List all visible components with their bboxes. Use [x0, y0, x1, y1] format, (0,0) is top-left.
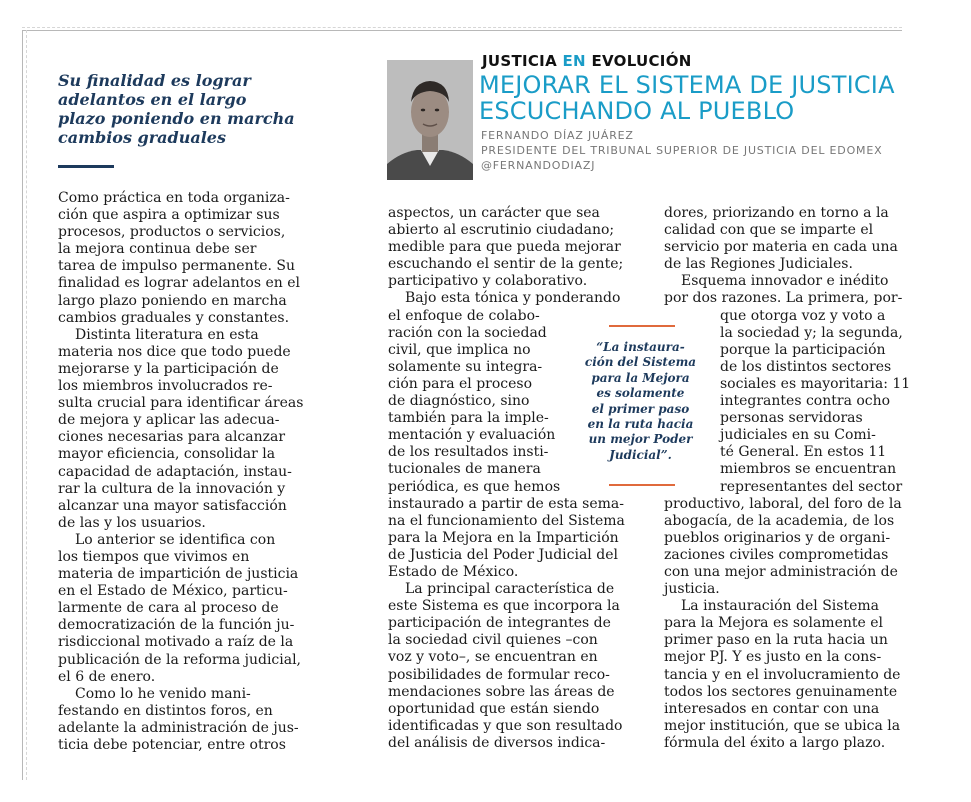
body-text-line: por dos razones. La primera, por- — [664, 290, 903, 307]
body-text-line: ción que aspira a optimizar sus — [58, 207, 280, 224]
body-text-line: participación de integrantes de — [388, 615, 611, 632]
page-frame-dashed-top — [22, 27, 902, 28]
pullquote — [583, 340, 698, 463]
pullquote-line: es solamente — [596, 386, 685, 401]
body-text-line: con una mejor administración de — [664, 563, 898, 580]
body-text-line: para la Mejora en la Impartición — [388, 529, 619, 546]
pullquote-line: Judicial”. — [609, 447, 672, 462]
body-text-line: dores, priorizando en torno a la — [664, 205, 889, 221]
body-text-line: Como lo he venido mani- — [75, 685, 251, 702]
body-text-line: zaciones civiles comprometidas — [664, 546, 889, 563]
body-text-line: tarea de impulso permanente. Su — [58, 258, 296, 275]
headline-line-1: MEJORAR EL SISTEMA DE JUSTICIA — [479, 71, 895, 99]
body-text-line: largo plazo poniendo en marcha — [58, 292, 287, 309]
body-text-line: solamente su integra- — [388, 358, 543, 375]
body-text-line: los miembros involucrados re- — [58, 378, 273, 395]
pullquote-line: para la Mejora — [591, 370, 690, 385]
body-text-line: de las Regiones Judiciales. — [664, 256, 853, 273]
body-text-line: risdiccional motivado a raíz de la — [58, 634, 294, 651]
body-text-line: rar la cultura de la innovación y — [58, 480, 286, 497]
body-text-line: mejorarse y la participación de — [58, 360, 279, 377]
body-text-line: periódica, es que hemos — [388, 478, 561, 495]
body-text-line: adelante la administración de jus- — [58, 719, 299, 736]
body-text-line: mejor PJ. Y es justo en la cons- — [664, 649, 882, 666]
body-text-line: mejor institución, que se ubica la — [664, 717, 901, 734]
body-text-line: calidad con que se imparte el — [664, 222, 874, 239]
page-frame-top — [22, 30, 902, 31]
body-text-line: de los distintos sectores — [720, 358, 892, 375]
section-tag-suffix: EVOLUCIÓN — [591, 52, 692, 70]
body-text-line: el 6 de enero. — [58, 668, 156, 685]
deck-summary — [58, 71, 298, 147]
body-text-line: mayor eficiencia, consolidar la — [58, 446, 276, 463]
body-column-2 — [388, 205, 628, 752]
pullquote-rule-top — [609, 325, 675, 327]
body-text-line: La principal característica de — [405, 581, 615, 598]
author-name: FERNANDO DÍAZ JUÁREZ — [481, 129, 634, 142]
body-text-line: mentación y evaluación — [388, 427, 556, 444]
body-text-line: integrantes contra ocho — [720, 393, 891, 410]
body-text-line: de mejora y aplicar las adecua- — [58, 412, 280, 429]
body-text-line: larmente de cara al proceso de — [58, 600, 279, 617]
body-text-line: na el funcionamiento del Sistema — [388, 512, 625, 529]
body-text-line: La instauración del Sistema — [681, 598, 879, 615]
body-text-line: festando en distintos foros, en — [58, 702, 273, 719]
body-text-line: civil, que implica no — [388, 341, 531, 358]
pullquote-line: un mejor Poder — [588, 432, 693, 447]
body-text-line: justicia. — [664, 581, 720, 598]
body-text-line: identificadas y que son resultado — [388, 717, 623, 734]
body-text-line: instaurado a partir de esta sema- — [388, 495, 625, 512]
section-tag-accent: EN — [562, 52, 586, 70]
body-text-line: primer paso en la ruta hacia un — [664, 632, 888, 649]
body-text-line: interesados en contar con una — [664, 700, 880, 717]
body-text-line: cambios graduales y constantes. — [58, 309, 290, 326]
author-title: PRESIDENTE DEL TRIBUNAL SUPERIOR DE JUSTICIA DEL EDOMEX — [481, 144, 883, 157]
deck-line: cambios graduales — [58, 128, 226, 147]
body-column-1 — [58, 190, 304, 754]
body-text-line: porque la participación — [720, 341, 886, 358]
body-text-line: tancia y en el involucramiento de — [664, 666, 901, 683]
section-tag-prefix: JUSTICIA — [482, 52, 557, 70]
pullquote-line: en la ruta hacia — [587, 417, 694, 432]
body-text-line: materia nos dice que todo puede — [58, 343, 291, 360]
page-frame-left — [22, 30, 23, 780]
body-text-line: sociales es mayoritaria: 11 — [720, 375, 911, 392]
deck-rule — [58, 165, 114, 168]
deck-line: adelantos en el largo — [58, 90, 247, 109]
body-text-line: democratización de la función ju- — [58, 617, 295, 634]
author-portrait-image — [387, 60, 473, 180]
body-text-line: medible para que pueda mejorar — [388, 239, 621, 256]
headline — [479, 72, 939, 124]
body-text-line: el enfoque de colabo- — [388, 307, 540, 324]
body-text-line: abogacía, de la academia, de los — [664, 512, 895, 529]
author-photo — [387, 60, 473, 180]
byline — [481, 128, 901, 173]
body-text-line: Lo anterior se identifica con — [75, 531, 276, 548]
body-text-line: escuchando el sentir de la gente; — [388, 256, 624, 273]
body-text-line: materia de impartición de justicia — [58, 566, 299, 583]
body-text-line: de diagnóstico, sino — [388, 393, 530, 410]
page-frame-dashed-left — [26, 30, 27, 780]
body-text-line: pueblos originarios y de organi- — [664, 529, 891, 546]
body-text-line: este Sistema es que incorpora la — [388, 598, 620, 615]
body-text-line: de las y los usuarios. — [58, 514, 206, 531]
pullquote-line: el primer paso — [591, 401, 690, 416]
body-text-line: posibilidades de formular reco- — [388, 666, 610, 683]
body-text-line: la mejora continua debe ser — [58, 241, 257, 258]
body-text-line: de los resultados insti- — [388, 444, 549, 461]
body-text-line: productivo, laboral, del foro de la — [664, 495, 902, 512]
body-text-line: para la Mejora es solamente el — [664, 615, 884, 632]
body-text-line: mendaciones sobre las áreas de — [388, 683, 615, 700]
body-text-line: representantes del sector — [720, 478, 903, 495]
headline-line-2: ESCUCHANDO AL PUEBLO — [479, 97, 795, 125]
body-text-line: ción para el proceso — [388, 375, 533, 392]
deck-line: plazo poniendo en marcha — [58, 109, 295, 128]
body-text-line: té General. En estos 11 — [720, 444, 887, 461]
body-text-line: finalidad es lograr adelantos en el — [58, 275, 300, 292]
body-text-line: participativo y colaborativo. — [388, 273, 588, 290]
pullquote-line: “La instaura- — [596, 340, 685, 354]
body-text-line: personas servidoras — [720, 410, 863, 427]
body-column-3 — [664, 205, 910, 752]
body-text-line: alcanzar una mayor satisfacción — [58, 497, 287, 514]
body-text-line: capacidad de adaptación, instau- — [58, 463, 292, 480]
body-text-line: miembros se encuentran — [720, 461, 897, 478]
deck-line: Su finalidad es lograr — [58, 71, 251, 90]
body-text-line: de Justicia del Poder Judicial del — [388, 546, 618, 563]
body-text-line: los tiempos que vivimos en — [58, 548, 250, 565]
body-text-line: todos los sectores genuinamente — [664, 683, 898, 700]
body-text-line: la sociedad y; la segunda, — [720, 324, 903, 341]
body-text-line: la sociedad civil quienes –con — [388, 632, 598, 649]
body-text-line: abierto al escrutinio ciudadano; — [388, 222, 615, 239]
body-text-line: en el Estado de México, particu- — [58, 583, 288, 600]
body-text-line: ración con la sociedad — [388, 324, 547, 341]
body-text-line: servicio por materia en cada una — [664, 239, 898, 256]
pullquote-line: ción del Sistema — [584, 355, 697, 370]
body-text-line: Esquema innovador e inédito — [681, 273, 889, 290]
body-text-line: Estado de México. — [388, 563, 519, 580]
body-text-line: sulta crucial para identificar áreas — [58, 395, 304, 412]
body-text-line: procesos, productos o servicios, — [58, 224, 286, 241]
section-tag — [482, 52, 692, 70]
body-text-line: publicación de la reforma judicial, — [58, 651, 302, 668]
body-text-line: Bajo esta tónica y ponderando — [405, 290, 621, 307]
body-text-line: también para la imple- — [388, 410, 549, 427]
body-text-line: del análisis de diversos indica- — [388, 734, 606, 751]
body-text-line: tucionales de manera — [388, 461, 541, 478]
body-text-line: que otorga voz y voto a — [720, 307, 886, 324]
body-text-line: Distinta literatura en esta — [75, 326, 259, 343]
body-text-line: ciones necesarias para alcanzar — [58, 429, 286, 446]
body-text-line: fórmula del éxito a largo plazo. — [664, 734, 886, 751]
body-text-line: aspectos, un carácter que sea — [388, 205, 600, 221]
body-text-line: judiciales en su Comi- — [720, 427, 876, 444]
pullquote-rule-bottom — [609, 484, 675, 486]
body-text-line: Como práctica en toda organiza- — [58, 190, 290, 206]
author-handle: @FERNANDODIAZJ — [481, 159, 596, 172]
body-text-line: oportunidad que están siendo — [388, 700, 600, 717]
body-text-line: ticia debe potenciar, entre otros — [58, 737, 286, 753]
body-text-line: voz y voto–, se encuentran en — [388, 649, 598, 666]
